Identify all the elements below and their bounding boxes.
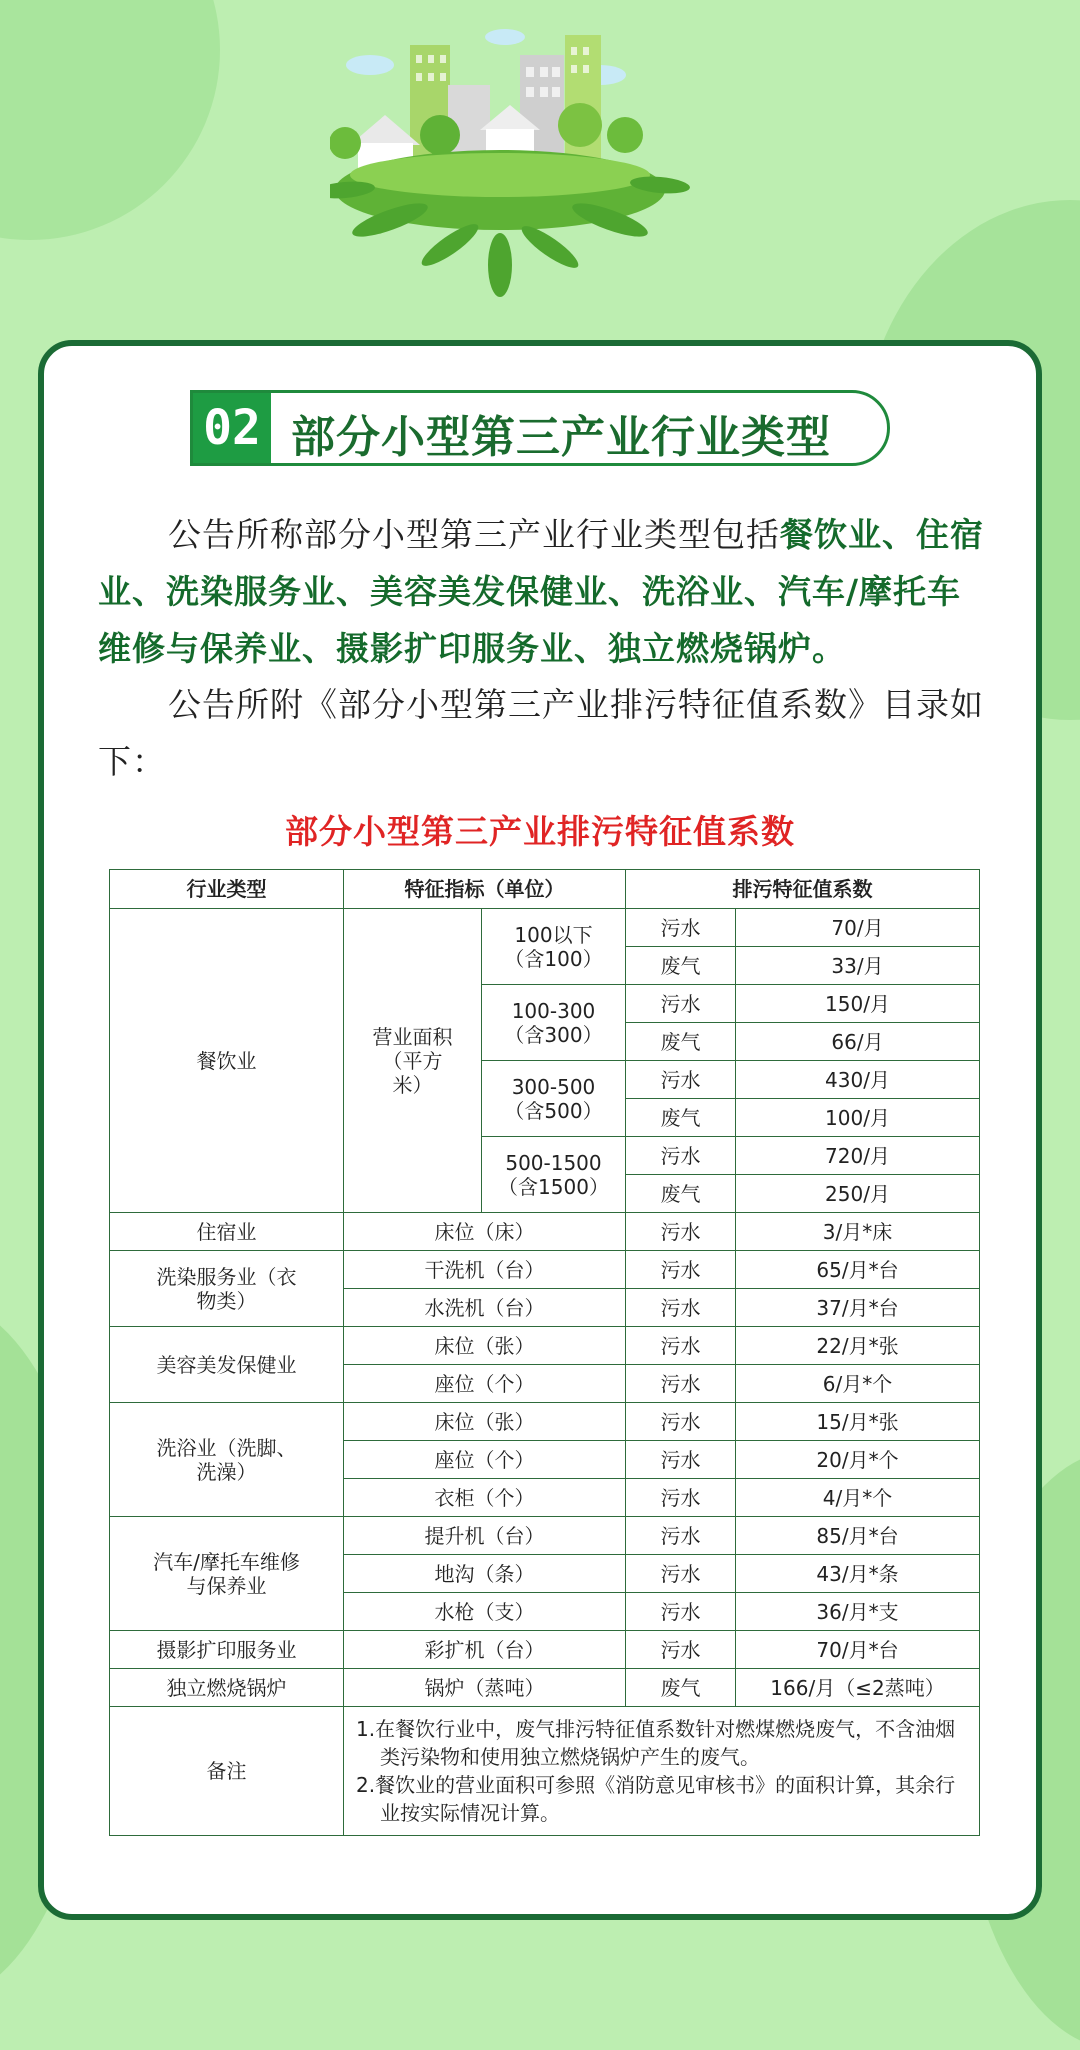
indicator-cell: 锅炉（蒸吨） xyxy=(344,1669,626,1707)
pollutant-type-cell: 废气 xyxy=(626,1669,736,1707)
pollutant-type-cell: 污水 xyxy=(626,1441,736,1479)
pollutant-type-cell: 污水 xyxy=(626,1517,736,1555)
coefficient-value-cell: 4/月*个 xyxy=(736,1479,980,1517)
table-row xyxy=(110,1669,980,1707)
pollutant-type-cell: 污水 xyxy=(626,1365,736,1403)
eco-city-illustration xyxy=(330,25,730,300)
industry-list: 餐饮业、住宿业、洗染服务业、美容美发保健业、洗浴业、汽车/摩托车维修与保养业、摄影扩印服务业、独立燃烧锅炉。 xyxy=(98,515,984,668)
pollutant-type-cell: 污水 xyxy=(626,1251,736,1289)
coefficient-value-cell: 3/月*床 xyxy=(736,1213,980,1251)
indicator-cell: 床位（张） xyxy=(344,1403,626,1441)
industry-cell: 住宿业 xyxy=(110,1213,344,1251)
pollutant-type-cell: 废气 xyxy=(626,1175,736,1213)
pollutant-type-cell: 污水 xyxy=(626,1137,736,1175)
notes-content xyxy=(344,1707,980,1836)
content-card xyxy=(38,340,1042,1920)
pollutant-type-cell: 废气 xyxy=(626,1023,736,1061)
coefficient-value-cell: 70/月*台 xyxy=(736,1631,980,1669)
indicator-cell: 水洗机（台） xyxy=(344,1289,626,1327)
range-cell: 100以下（含100） xyxy=(482,909,626,985)
coefficient-value-cell: 166/月（≤2蒸吨） xyxy=(736,1669,980,1707)
range-cell: 500-1500（含1500） xyxy=(482,1137,626,1213)
pollutant-type-cell: 污水 xyxy=(626,1593,736,1631)
coefficient-value-cell: 250/月 xyxy=(736,1175,980,1213)
section-title-bar xyxy=(190,390,890,466)
coefficient-value-cell: 720/月 xyxy=(736,1137,980,1175)
pollutant-type-cell: 废气 xyxy=(626,947,736,985)
pollutant-type-cell: 污水 xyxy=(626,1061,736,1099)
pollutant-type-cell: 污水 xyxy=(626,1289,736,1327)
coefficient-value-cell: 65/月*台 xyxy=(736,1251,980,1289)
indicator-cell: 提升机（台） xyxy=(344,1517,626,1555)
indicator-cell: 座位（个） xyxy=(344,1365,626,1403)
table-row xyxy=(110,1251,980,1289)
coefficient-value-cell: 33/月 xyxy=(736,947,980,985)
header-coefficient: 排污特征值系数 xyxy=(626,870,980,909)
note-line: 1.在餐饮行业中，废气排污特征值系数针对燃煤燃烧废气，不含油烟类污染物和使用独立燃烧锅炉产生的废气。 xyxy=(356,1717,956,1769)
range-cell: 100-300（含300） xyxy=(482,985,626,1061)
coefficient-value-cell: 20/月*个 xyxy=(736,1441,980,1479)
coefficient-value-cell: 22/月*张 xyxy=(736,1327,980,1365)
industry-cell: 洗浴业（洗脚、洗澡） xyxy=(110,1403,344,1517)
pollutant-type-cell: 污水 xyxy=(626,1479,736,1517)
notes-row xyxy=(110,1707,980,1836)
coefficient-value-cell: 100/月 xyxy=(736,1099,980,1137)
header-industry: 行业类型 xyxy=(110,870,344,909)
table-row xyxy=(110,1213,980,1251)
industry-cell: 独立燃烧锅炉 xyxy=(110,1669,344,1707)
table-row xyxy=(110,1631,980,1669)
industry-cell: 餐饮业 xyxy=(110,909,344,1213)
indicator-cell: 地沟（条） xyxy=(344,1555,626,1593)
industry-cell: 洗染服务业（衣物类） xyxy=(110,1251,344,1327)
coefficient-value-cell: 15/月*张 xyxy=(736,1403,980,1441)
notes-label: 备注 xyxy=(110,1707,344,1836)
coefficient-value-cell: 70/月 xyxy=(736,909,980,947)
indicator-cell: 衣柜（个） xyxy=(344,1479,626,1517)
coefficient-table xyxy=(109,869,980,1836)
indicator-cell: 彩扩机（台） xyxy=(344,1631,626,1669)
catalog-text: 公告所附《部分小型第三产业排污特征值系数》目录如下： xyxy=(98,685,984,781)
pollutant-type-cell: 污水 xyxy=(626,1631,736,1669)
coefficient-value-cell: 6/月*个 xyxy=(736,1365,980,1403)
pollutant-type-cell: 污水 xyxy=(626,909,736,947)
table-row xyxy=(110,1517,980,1555)
indicator-cell: 床位（张） xyxy=(344,1327,626,1365)
table-row xyxy=(110,1327,980,1365)
pollutant-type-cell: 污水 xyxy=(626,1213,736,1251)
coefficient-value-cell: 150/月 xyxy=(736,985,980,1023)
pollutant-type-cell: 污水 xyxy=(626,1327,736,1365)
header-indicator: 特征指标（单位） xyxy=(344,870,626,909)
coefficient-value-cell: 43/月*条 xyxy=(736,1555,980,1593)
indicator-cell: 座位（个） xyxy=(344,1441,626,1479)
section-number: 02 xyxy=(193,393,271,463)
industry-cell: 汽车/摩托车维修与保养业 xyxy=(110,1517,344,1631)
note-line: 2.餐饮业的营业面积可参照《消防意见审核书》的面积计算，其余行业按实际情况计算。 xyxy=(356,1773,956,1825)
industry-cell: 摄影扩印服务业 xyxy=(110,1631,344,1669)
intro-text: 公告所称部分小型第三产业行业类型包括 xyxy=(168,515,780,554)
catalog-paragraph xyxy=(98,676,988,790)
coefficient-value-cell: 430/月 xyxy=(736,1061,980,1099)
industry-cell: 美容美发保健业 xyxy=(110,1327,344,1403)
table-row xyxy=(110,909,980,947)
indicator-cell: 干洗机（台） xyxy=(344,1251,626,1289)
pollutant-type-cell: 废气 xyxy=(626,1099,736,1137)
pollutant-type-cell: 污水 xyxy=(626,1403,736,1441)
pollutant-type-cell: 污水 xyxy=(626,985,736,1023)
range-cell: 300-500（含500） xyxy=(482,1061,626,1137)
table-row xyxy=(110,1403,980,1441)
background-shape xyxy=(0,0,220,240)
coefficient-value-cell: 85/月*台 xyxy=(736,1517,980,1555)
table-header-row xyxy=(110,870,980,909)
coefficient-value-cell: 36/月*支 xyxy=(736,1593,980,1631)
coefficient-value-cell: 66/月 xyxy=(736,1023,980,1061)
indicator-cell: 床位（床） xyxy=(344,1213,626,1251)
table-title: 部分小型第三产业排污特征值系数 xyxy=(285,812,795,851)
section-title: 部分小型第三产业行业类型 xyxy=(291,412,831,463)
pollutant-type-cell: 污水 xyxy=(626,1555,736,1593)
indicator-cell: 水枪（支） xyxy=(344,1593,626,1631)
intro-paragraph xyxy=(98,506,988,677)
coefficient-value-cell: 37/月*台 xyxy=(736,1289,980,1327)
indicator-cell: 营业面积（平方米） xyxy=(344,909,482,1213)
